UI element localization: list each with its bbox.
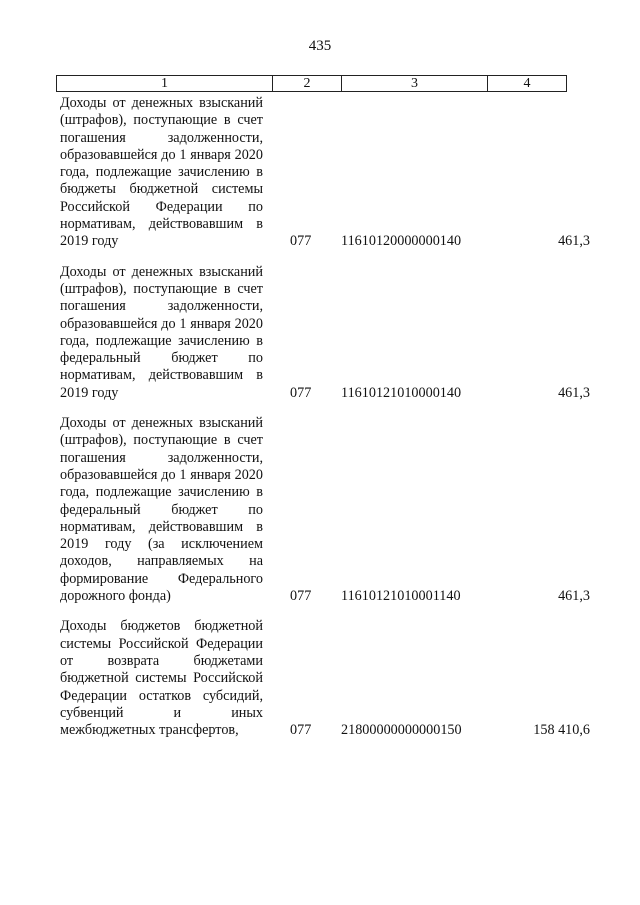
row-amount: 158 410,6: [533, 722, 590, 739]
row-description: Доходы бюджетов бюджетной системы Российской Федерации от возврата бюджетами бюджетной системы Российской Федерации остатков субсидий, субвенций и иных межбюджетных трансфертов,: [60, 618, 263, 739]
row-admin-code: 077: [290, 233, 312, 250]
table-row: [60, 618, 590, 739]
table-row: [60, 264, 590, 402]
row-admin-code: 077: [290, 588, 312, 605]
column-header-4: 4: [488, 76, 567, 92]
column-header-1: 1: [57, 76, 273, 92]
row-amount: 461,3: [558, 384, 590, 401]
page-number: 435: [308, 38, 332, 54]
table-row: [60, 415, 590, 605]
row-description: Доходы от денежных взысканий (штрафов), поступающие в счет погашения задолженности, образовавшейся до 1 января 2020 года, подлежащие зачислению в федеральный бюджет по нормативам, действовавшим в 2019 году (за исключением доходов, направляемых на формирование Федерального дорожного фонда): [60, 415, 263, 605]
row-amount: 461,3: [558, 588, 590, 605]
column-header-3: 3: [342, 76, 488, 92]
column-header-table: [56, 75, 567, 92]
row-kbk-code: 11610120000000140: [341, 233, 462, 250]
revenue-rows: [60, 95, 590, 739]
column-header-row: [57, 76, 567, 92]
row-admin-code: 077: [290, 384, 312, 401]
row-description: Доходы от денежных взысканий (штрафов), поступающие в счет погашения задолженности, образовавшейся до 1 января 2020 года, подлежащие зачислению в федеральный бюджет по нормативам, действовавшим в 2019 году: [60, 263, 263, 401]
row-description: Доходы от денежных взысканий (штрафов), поступающие в счет погашения задолженности, образовавшейся до 1 января 2020 года, подлежащие зачислению в бюджеты бюджетной системы Российской Федерации по нормативам, действовавшим в 2019 году: [60, 95, 263, 250]
row-admin-code: 077: [290, 722, 312, 739]
row-kbk-code: 11610121010000140: [341, 384, 462, 401]
row-kbk-code: 21800000000000150: [341, 722, 462, 739]
row-kbk-code: 11610121010001140: [341, 588, 461, 605]
table-row: [60, 95, 590, 251]
column-header-2: 2: [273, 76, 342, 92]
row-amount: 461,3: [558, 233, 590, 250]
